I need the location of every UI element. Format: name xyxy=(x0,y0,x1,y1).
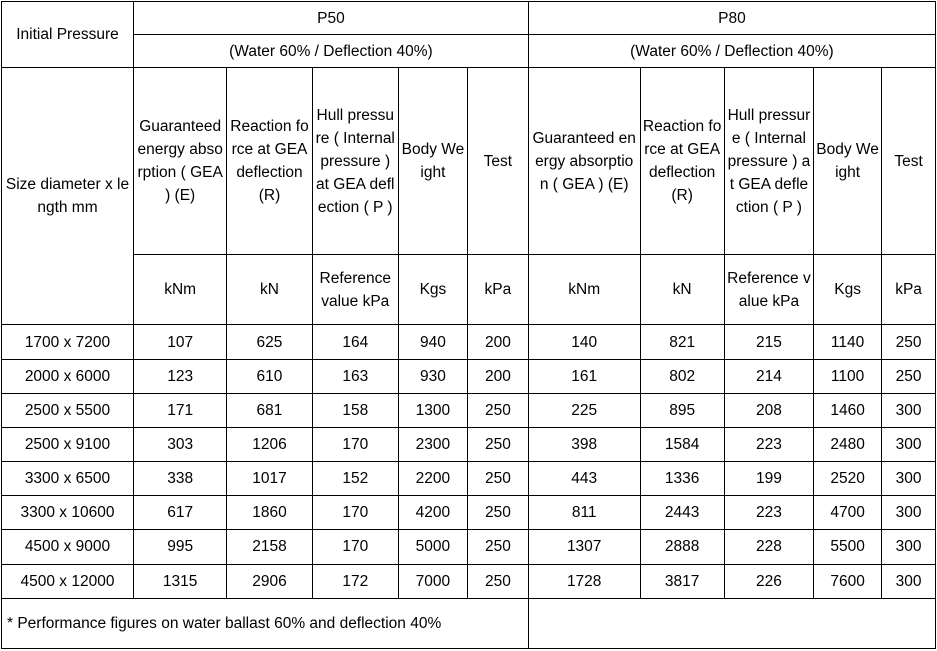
footnote-blank-cell xyxy=(528,598,935,648)
cell-value: 625 xyxy=(227,325,312,359)
cell-value: 199 xyxy=(724,462,813,496)
cell-value: 250 xyxy=(882,359,936,393)
cell-value: 940 xyxy=(398,325,467,359)
unit-hull-pressure-p50: Reference value kPa xyxy=(312,255,398,325)
cell-value: 208 xyxy=(724,393,813,427)
cell-value: 303 xyxy=(133,427,226,461)
unit-energy-p50: kNm xyxy=(133,255,226,325)
cell-value: 215 xyxy=(724,325,813,359)
cell-value: 152 xyxy=(312,462,398,496)
cell-value: 158 xyxy=(312,393,398,427)
group-p80-name: P80 xyxy=(528,2,935,35)
cell-value: 610 xyxy=(227,359,312,393)
cell-value: 3817 xyxy=(640,564,724,598)
cell-value: 214 xyxy=(724,359,813,393)
cell-value: 681 xyxy=(227,393,312,427)
cell-value: 821 xyxy=(640,325,724,359)
cell-value: 223 xyxy=(724,427,813,461)
cell-value: 300 xyxy=(882,564,936,598)
cell-size: 3300 x 10600 xyxy=(2,496,134,530)
table-row xyxy=(2,427,936,461)
cell-value: 107 xyxy=(133,325,226,359)
col-header-reaction-p50: Reaction force at GEA deflection (R) xyxy=(227,68,312,255)
cell-size: 2500 x 9100 xyxy=(2,427,134,461)
cell-value: 4700 xyxy=(814,496,882,530)
cell-value: 2480 xyxy=(814,427,882,461)
col-header-reaction-p80: Reaction force at GEA deflection (R) xyxy=(640,68,724,255)
cell-value: 2158 xyxy=(227,530,312,564)
cell-value: 338 xyxy=(133,462,226,496)
cell-value: 223 xyxy=(724,496,813,530)
unit-reaction-p50: kN xyxy=(227,255,312,325)
cell-value: 300 xyxy=(882,530,936,564)
cell-value: 163 xyxy=(312,359,398,393)
table-row xyxy=(2,462,936,496)
cell-value: 5000 xyxy=(398,530,467,564)
cell-value: 5500 xyxy=(814,530,882,564)
cell-value: 2443 xyxy=(640,496,724,530)
cell-value: 398 xyxy=(528,427,640,461)
cell-value: 170 xyxy=(312,496,398,530)
cell-value: 2906 xyxy=(227,564,312,598)
unit-body-weight-p80: Kgs xyxy=(814,255,882,325)
table-row xyxy=(2,564,936,598)
cell-value: 226 xyxy=(724,564,813,598)
col-header-body-weight-p80: Body Weight xyxy=(814,68,882,255)
cell-size: 1700 x 7200 xyxy=(2,325,134,359)
cell-value: 200 xyxy=(467,359,528,393)
unit-test-p80: kPa xyxy=(882,255,936,325)
size-label: Size diameter x length mm xyxy=(2,68,134,325)
cell-value: 250 xyxy=(467,393,528,427)
cell-value: 1307 xyxy=(528,530,640,564)
cell-value: 300 xyxy=(882,462,936,496)
cell-value: 7600 xyxy=(814,564,882,598)
cell-value: 300 xyxy=(882,496,936,530)
cell-value: 4200 xyxy=(398,496,467,530)
cell-value: 895 xyxy=(640,393,724,427)
cell-value: 140 xyxy=(528,325,640,359)
group-p50-condition: (Water 60% / Deflection 40%) xyxy=(133,35,528,68)
cell-value: 200 xyxy=(467,325,528,359)
cell-value: 1100 xyxy=(814,359,882,393)
cell-value: 123 xyxy=(133,359,226,393)
cell-value: 250 xyxy=(467,496,528,530)
table-row xyxy=(2,393,936,427)
table-row xyxy=(2,496,936,530)
cell-value: 228 xyxy=(724,530,813,564)
cell-value: 2200 xyxy=(398,462,467,496)
group-p80-condition: (Water 60% / Deflection 40%) xyxy=(528,35,935,68)
unit-reaction-p80: kN xyxy=(640,255,724,325)
cell-value: 1584 xyxy=(640,427,724,461)
cell-value: 300 xyxy=(882,393,936,427)
col-header-hull-pressure-p80: Hull pressure ( Internal pressure ) at GEA deflection ( P ) xyxy=(724,68,813,255)
unit-test-p50: kPa xyxy=(467,255,528,325)
cell-value: 170 xyxy=(312,530,398,564)
cell-value: 225 xyxy=(528,393,640,427)
col-header-test-p80: Test xyxy=(882,68,936,255)
cell-value: 250 xyxy=(467,427,528,461)
cell-value: 1336 xyxy=(640,462,724,496)
cell-value: 811 xyxy=(528,496,640,530)
cell-value: 2300 xyxy=(398,427,467,461)
cell-value: 1315 xyxy=(133,564,226,598)
cell-value: 170 xyxy=(312,427,398,461)
cell-value: 617 xyxy=(133,496,226,530)
unit-energy-p80: kNm xyxy=(528,255,640,325)
cell-value: 995 xyxy=(133,530,226,564)
cell-size: 4500 x 12000 xyxy=(2,564,134,598)
cell-value: 1206 xyxy=(227,427,312,461)
cell-value: 171 xyxy=(133,393,226,427)
cell-value: 161 xyxy=(528,359,640,393)
cell-value: 1728 xyxy=(528,564,640,598)
cell-value: 250 xyxy=(467,564,528,598)
cell-size: 2500 x 5500 xyxy=(2,393,134,427)
col-header-body-weight-p50: Body Weight xyxy=(398,68,467,255)
footnote: * Performance figures on water ballast 60% and deflection 40% xyxy=(2,598,529,648)
fender-performance-table xyxy=(1,1,936,649)
cell-value: 443 xyxy=(528,462,640,496)
cell-value: 1017 xyxy=(227,462,312,496)
cell-value: 1140 xyxy=(814,325,882,359)
table-row xyxy=(2,325,936,359)
initial-pressure-label: Initial Pressure xyxy=(2,2,134,68)
col-header-hull-pressure-p50: Hull pressure ( Internal pressure ) at GEA deflection ( P ) xyxy=(312,68,398,255)
col-header-test-p50: Test xyxy=(467,68,528,255)
cell-value: 2520 xyxy=(814,462,882,496)
cell-size: 4500 x 9000 xyxy=(2,530,134,564)
cell-value: 7000 xyxy=(398,564,467,598)
cell-value: 250 xyxy=(467,530,528,564)
cell-value: 802 xyxy=(640,359,724,393)
cell-value: 1300 xyxy=(398,393,467,427)
table-row xyxy=(2,530,936,564)
unit-body-weight-p50: Kgs xyxy=(398,255,467,325)
cell-value: 300 xyxy=(882,427,936,461)
group-p50-name: P50 xyxy=(133,2,528,35)
cell-size: 2000 x 6000 xyxy=(2,359,134,393)
table-row xyxy=(2,359,936,393)
cell-size: 3300 x 6500 xyxy=(2,462,134,496)
cell-value: 2888 xyxy=(640,530,724,564)
col-header-energy-p80: Guaranteed energy absorption ( GEA ) (E) xyxy=(528,68,640,255)
cell-value: 164 xyxy=(312,325,398,359)
cell-value: 930 xyxy=(398,359,467,393)
col-header-energy-p50: Guaranteed energy absorption ( GEA ) (E) xyxy=(133,68,226,255)
cell-value: 1860 xyxy=(227,496,312,530)
unit-hull-pressure-p80: Reference value kPa xyxy=(724,255,813,325)
cell-value: 250 xyxy=(467,462,528,496)
cell-value: 1460 xyxy=(814,393,882,427)
cell-value: 172 xyxy=(312,564,398,598)
cell-value: 250 xyxy=(882,325,936,359)
